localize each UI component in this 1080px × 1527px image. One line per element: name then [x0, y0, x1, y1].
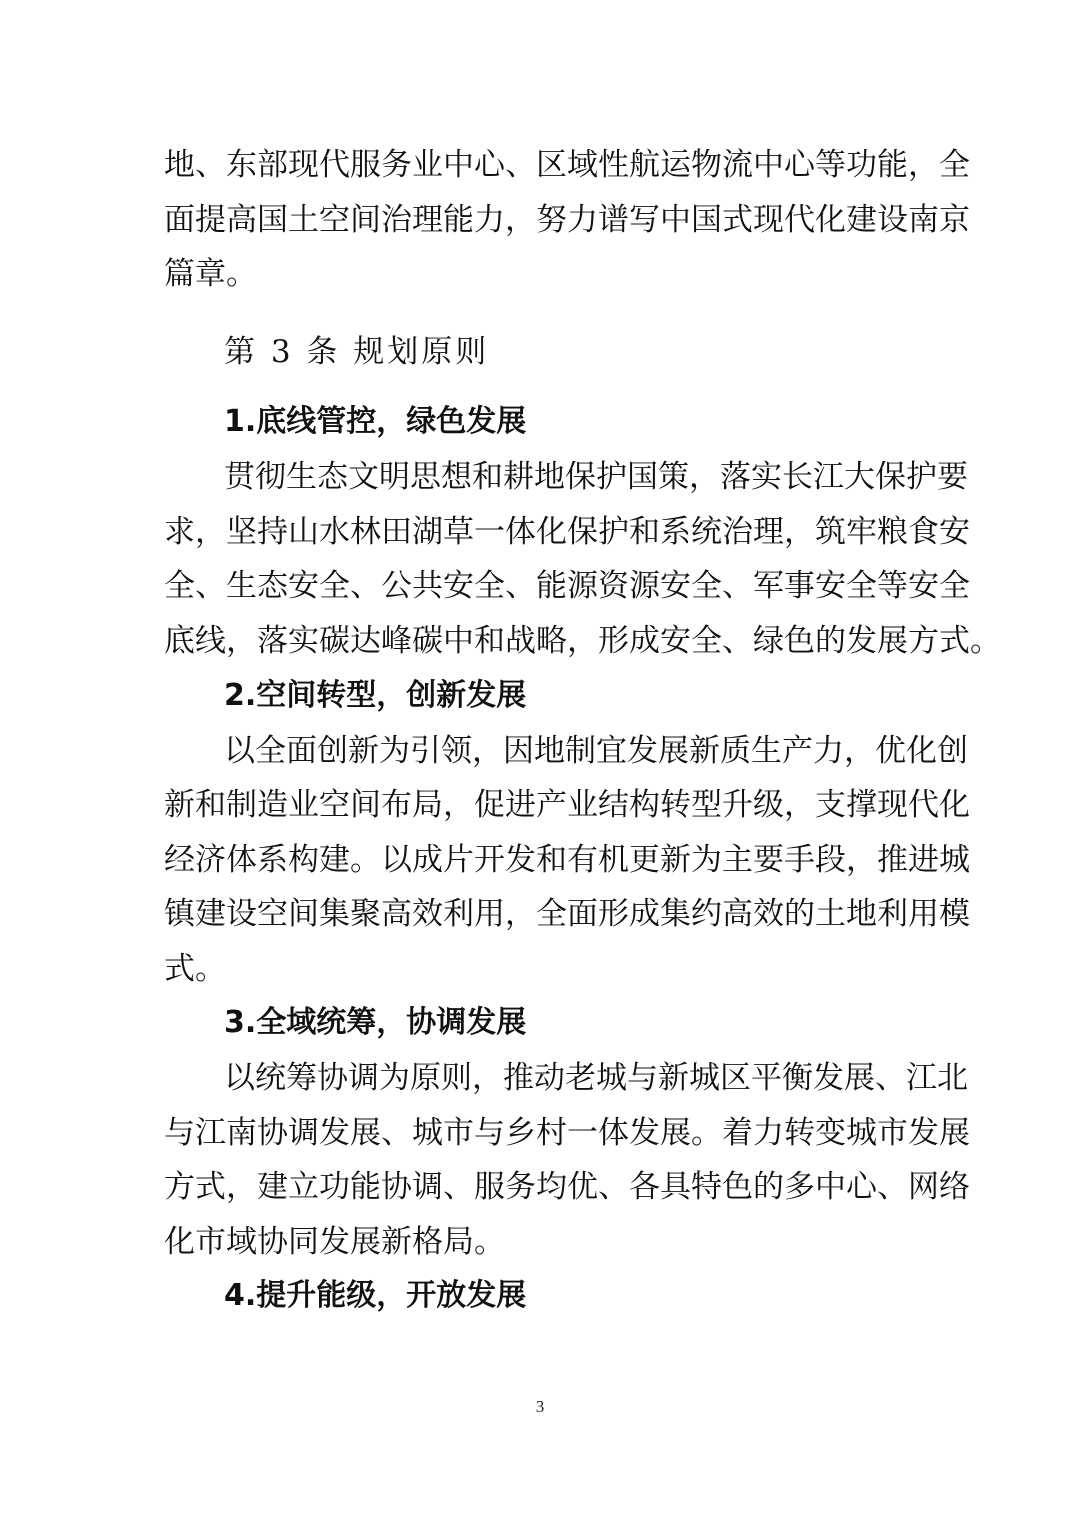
- section-1-line-1: 贯彻生态文明思想和耕地保护国策，落实长江大保护要: [224, 459, 968, 495]
- section-2-line-3: 经济体系构建。以成片开发和有机更新为主要手段，推进城: [164, 842, 970, 878]
- section-1-line-4: 底线，落实碳达峰碳中和战略，形成安全、绿色的发展方式。: [164, 623, 1001, 659]
- intro-line-1: 地、东部现代服务业中心、区域性航运物流中心等功能，全: [164, 147, 970, 183]
- section-2-line-1: 以全面创新为引领，因地制宜发展新质生产力，优化创: [224, 733, 968, 769]
- section-3-line-4: 化市域协同发展新格局。: [164, 1224, 505, 1260]
- page-number: 3: [535, 1397, 545, 1416]
- section-1-line-2: 求，坚持山水林田湖草一体化保护和系统治理，筑牢粮食安: [164, 514, 970, 550]
- section-2-line-5: 式。: [164, 951, 226, 987]
- section-3-line-2: 与江南协调发展、城市与乡村一体发展。着力转变城市发展: [164, 1115, 970, 1151]
- section-3-line-1: 以统筹协调为原则，推动老城与新城区平衡发展、江北: [224, 1060, 968, 1096]
- intro-line-3: 篇章。: [164, 256, 257, 292]
- section-3-heading: 3.全域统筹，协调发展: [224, 1005, 527, 1040]
- section-1-line-3: 全、生态安全、公共安全、能源资源安全、军事安全等安全: [164, 568, 970, 604]
- section-2-line-2: 新和制造业空间布局，促进产业结构转型升级，支撑现代化: [164, 787, 970, 823]
- section-2-line-4: 镇建设空间集聚高效利用，全面形成集约高效的土地利用模: [164, 896, 970, 932]
- section-1-heading: 1.底线管控，绿色发展: [224, 404, 527, 439]
- section-2-heading: 2.空间转型，创新发展: [224, 678, 527, 713]
- intro-line-2: 面提高国土空间治理能力，努力谱写中国式现代化建设南京: [164, 202, 970, 238]
- article-title: 第 3 条 规划原则: [224, 334, 490, 370]
- section-3-line-3: 方式，建立功能协调、服务均优、各具特色的多中心、网络: [164, 1169, 970, 1205]
- section-4-heading: 4.提升能级，开放发展: [224, 1278, 527, 1313]
